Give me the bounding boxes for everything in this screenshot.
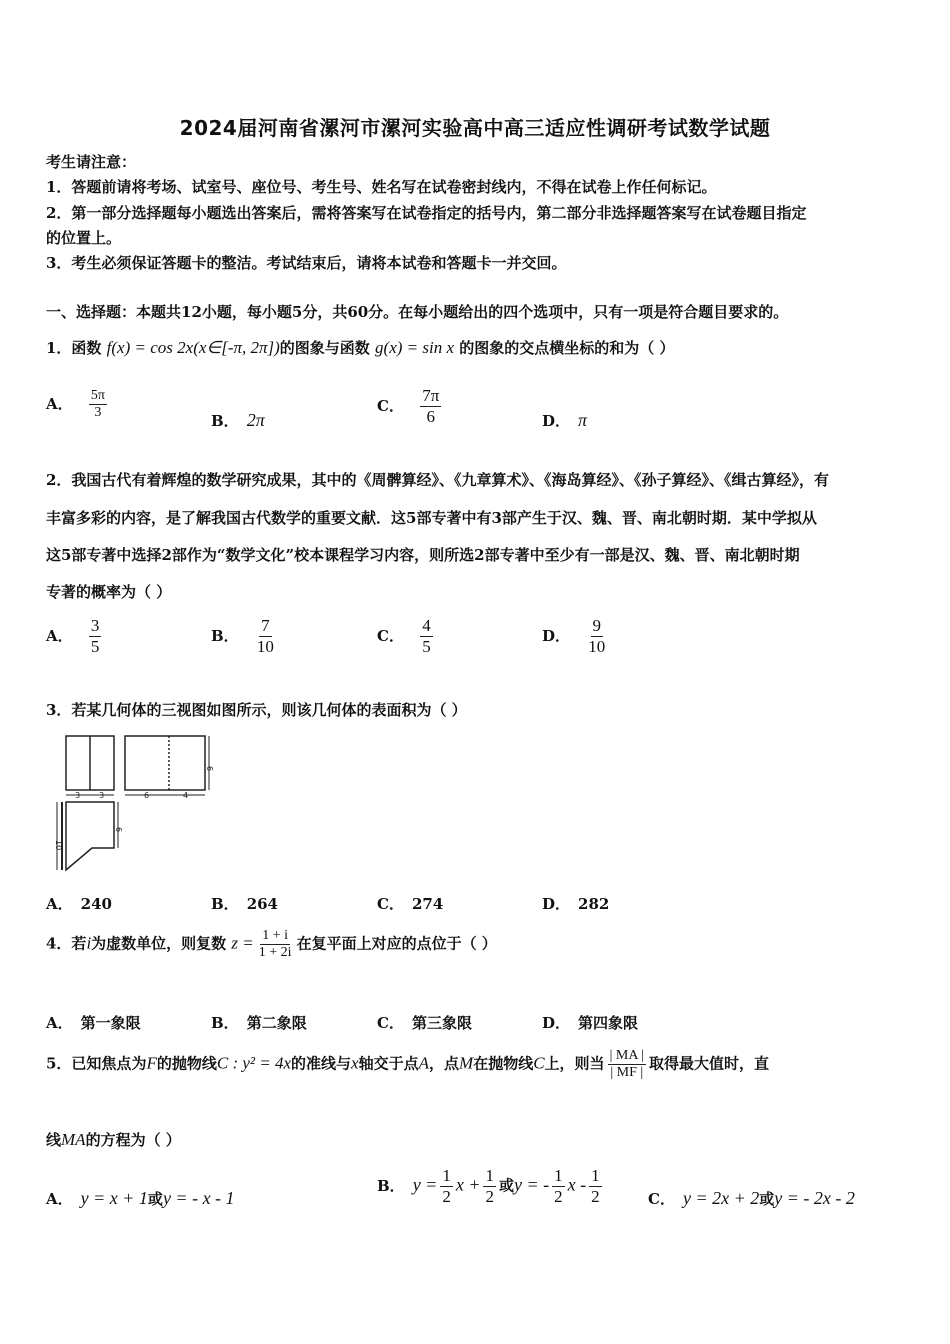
- q2-line-1: 2．我国古代有着辉煌的数学研究成果，其中的《周髀算经》、《九章算术》、《海岛算经》、《孙子算经》、《缉古算经》，有: [46, 471, 829, 489]
- question-1: [46, 338, 675, 358]
- q1-mid: 的图象与函数: [279, 339, 370, 357]
- q1-option-d[interactable]: D． π: [542, 410, 588, 430]
- section-heading: 一、选择题：本题共12小题，每小题5分，共60分。在每小题给出的四个选项中，只有一项是符合题目要求的。: [46, 303, 789, 321]
- q1-suffix: 的图象的交点横坐标的和为（ ）: [459, 339, 675, 357]
- q2-option-d[interactable]: D． $\frac{9}{10}$: [542, 616, 606, 656]
- three-view-figure: [52, 730, 222, 880]
- top-view: [66, 802, 114, 870]
- q4-option-a[interactable]: A． 第一象限: [46, 1014, 141, 1032]
- q1-f: f(x) = cos 2x(x∈[-π, 2π]): [106, 338, 280, 357]
- q2-line-3: 这5部专著中选择2部作为“数学文化”校本课程学习内容，则所选2部专著中至少有一部是汉、魏、晋、南北朝时期: [46, 546, 800, 564]
- q3-option-a[interactable]: A． 240: [46, 895, 112, 913]
- dim-4: 4: [183, 791, 189, 800]
- q1-g: g(x) = sin x: [375, 338, 455, 357]
- notice-heading: 考生请注意：: [46, 153, 137, 171]
- notice-item-2b: 的位置上。: [46, 229, 122, 247]
- notice-item-3: 3．考生必须保证答题卡的整洁。考试结束后，请将本试卷和答题卡一并交回。: [46, 254, 567, 272]
- question-5-line-1: 5．已知焦点为F的抛物线C : y² = 4x的准线与x轴交于点A，点M在抛物线C上，则当 $\frac{| MA |}{| MF |}$ 取得最大值时，直: [46, 1048, 769, 1080]
- q5-option-c[interactable]: C． y = 2x + 2或y = - 2x - 2: [648, 1188, 855, 1208]
- q1-option-b[interactable]: B． 2π: [211, 410, 265, 430]
- q2-line-2: 丰富多彩的内容，是了解我国古代数学的重要文献．这5部专著中有3部产生于汉、魏、晋、南北朝时期．某中学拟从: [46, 509, 817, 527]
- question-5-line-2: 线MA的方程为（ ）: [46, 1130, 181, 1149]
- dim-6a: 6: [144, 791, 150, 800]
- q2-option-a[interactable]: A． $\frac{3}{5}$: [46, 616, 100, 656]
- q2-option-c[interactable]: C． $\frac{4}{5}$: [377, 616, 431, 656]
- q5-option-b[interactable]: B． y = $\frac{1}{2}$ x + $\frac{1}{2}$ 或y = - $\frac{1}{2}$ x - $\frac{1}{2}$: [377, 1166, 600, 1206]
- q4-option-c[interactable]: C． 第三象限: [377, 1014, 472, 1032]
- dim-6b: 6: [205, 766, 214, 772]
- dim-3b: 3: [99, 791, 105, 800]
- q3-option-d[interactable]: D． 282: [542, 895, 610, 913]
- q3-option-c[interactable]: C． 274: [377, 895, 444, 913]
- q3-option-b[interactable]: B． 264: [211, 895, 278, 913]
- dim-3a: 3: [75, 791, 81, 800]
- question-3: 3．若某几何体的三视图如图所示，则该几何体的表面积为（ ）: [46, 701, 467, 719]
- dim-10: 10: [54, 840, 63, 851]
- q2-line-4: 专著的概率为（ ）: [46, 583, 172, 601]
- q5-option-a[interactable]: A． y = x + 1或y = - x - 1: [46, 1188, 235, 1208]
- notice-item-1: 1．答题前请将考场、试室号、座位号、考生号、姓名写在试卷密封线内，不得在试卷上作任何标记。: [46, 178, 717, 196]
- side-view: [125, 736, 205, 790]
- q2-option-b[interactable]: B． $\frac{7}{10}$: [211, 616, 274, 656]
- q1-option-c[interactable]: C． $\frac{7\pi}{6}$: [377, 386, 440, 426]
- dim-6c: 6: [114, 827, 123, 833]
- page-title: 2024届河南省漯河市漯河实验高中高三适应性调研考试数学试题: [179, 116, 771, 140]
- notice-item-2a: 2．第一部分选择题每小题选出答案后，需将答案写在试卷指定的括号内，第二部分非选择题答案写在试卷题目指定: [46, 204, 807, 222]
- q4-option-d[interactable]: D． 第四象限: [542, 1014, 639, 1032]
- q4-option-b[interactable]: B． 第二象限: [211, 1014, 307, 1032]
- q1-prefix: 1．函数: [46, 339, 102, 357]
- question-4: 4．若i为虚数单位，则复数 z = $\frac{1 + i}{1 + 2i}$ 在复平面上对应的点位于（ ）: [46, 928, 497, 960]
- q1-option-a[interactable]: A． $\frac{5\pi}{3}$: [46, 388, 105, 420]
